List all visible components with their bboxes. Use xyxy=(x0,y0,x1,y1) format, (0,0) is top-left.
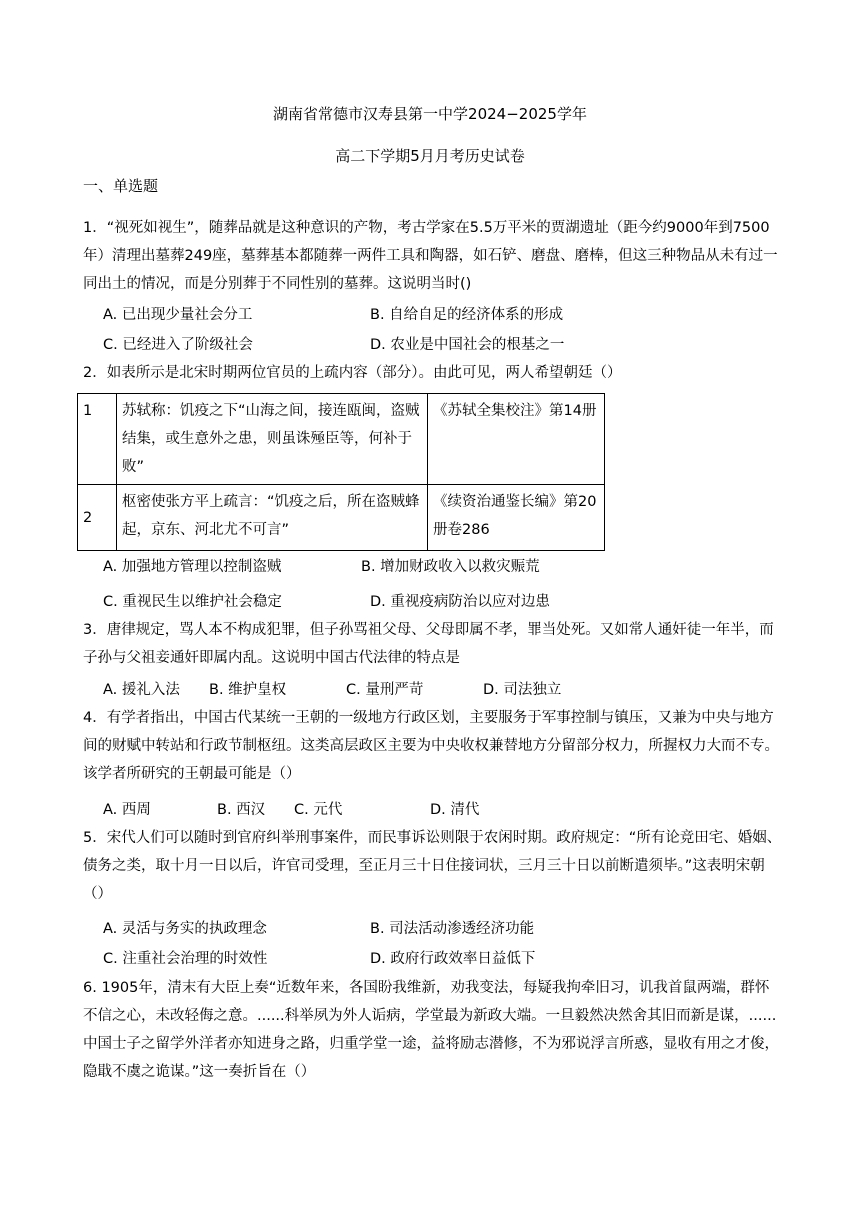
table-cell-source: 《苏轼全集校注》第14册 xyxy=(428,394,605,485)
question-4-option-b: B. 西汉 xyxy=(217,802,266,818)
question-2-options-row2 xyxy=(103,590,783,614)
table-cell-content: 枢密使张方平上疏言：“饥疫之后，所在盗贼蜂起，京东、河北尤不可言” xyxy=(117,485,428,551)
question-3-options xyxy=(103,678,783,702)
question-4-option-a: A. 西周 xyxy=(103,802,151,818)
question-4-option-c: C. 元代 xyxy=(294,802,343,818)
question-2-option-d: D. 重视疫病防治以应对边患 xyxy=(370,594,550,610)
question-3-option-b: B. 维护皇权 xyxy=(209,682,287,698)
question-4-options xyxy=(103,798,783,822)
section-heading: 一、单选题 xyxy=(83,177,159,195)
question-5-option-c: C. 注重社会治理的时效性 xyxy=(103,951,268,967)
table-cell-source: 《续资治通鉴长编》第20册卷286 xyxy=(428,485,605,551)
question-5-options-row2 xyxy=(103,947,783,971)
table-cell-number: 1 xyxy=(78,394,117,485)
question-2-table xyxy=(77,393,605,551)
exam-title-line2: 高二下学期5月月考历史试卷 xyxy=(335,147,525,165)
question-6-stem: 6. 1905年，清末有大臣上奏“近数年来，各国盼我维新，劝我变法，每疑我拘牵旧习，讥我首鼠两端，群怀不信之心，未改轻侮之意。......科举夙为外人诟病，学堂最为新政大端。一旦毅然决然舍其旧而新是谋，......中国士子之留学外洋者亦知进身之路，归重学堂一途，益将励志潜修，不为邪说浮言所惑，显收有用之才俊，隐戢不虞之诡谋。”这一奏折旨在（） xyxy=(83,980,779,1080)
question-1-options-row2 xyxy=(103,333,783,357)
table-row xyxy=(78,394,605,485)
question-1-options-row1 xyxy=(103,303,783,327)
question-3-option-d: D. 司法独立 xyxy=(483,682,562,698)
question-5-option-b: B. 司法活动渗透经济功能 xyxy=(370,921,535,937)
question-2-stem: 2．如表所示是北宋时期两位官员的上疏内容（部分）。由此可见，两人希望朝廷（） xyxy=(83,365,622,381)
question-2-option-b: B. 增加财政收入以救灾赈荒 xyxy=(361,559,540,575)
question-1-stem: 1．“视死如视生”，随葬品就是这种意识的产物，考古学家在5.5万平米的贾湖遗址（距今约9000年到7500年）清理出墓葬249座，墓葬基本都随葬一两件工具和陶器，如石铲、磨盘、磨棒，但这三种物品从未有过一同出土的情况，而是分别葬于不同性别的墓葬。这说明当时() xyxy=(83,220,778,292)
question-2-option-c: C. 重视民生以维护社会稳定 xyxy=(103,594,282,610)
question-1-option-c: C. 已经进入了阶级社会 xyxy=(103,337,253,353)
table-row xyxy=(78,485,605,551)
table-cell-number: 2 xyxy=(78,485,117,551)
table-cell-content: 苏轼称：饥疫之下“山海之间，接连瓯闽，盗贼结集，或生意外之患，则虽诛殛臣等，何补于败” xyxy=(117,394,428,485)
question-2-option-a: A. 加强地方管理以控制盗贼 xyxy=(103,559,282,575)
question-5-stem: 5．宋代人们可以随时到官府纠举刑事案件，而民事诉讼则限于农闲时期。政府规定：“所有论竞田宅、婚姻、债务之类，取十月一日以后，许官司受理，至正月三十日住接词状，三月三十日以前断遣须毕。”这表明宋朝（） xyxy=(83,830,782,902)
question-3-stem: 3．唐律规定，骂人本不构成犯罪，但子孙骂祖父母、父母即属不孝，罪当处死。又如常人通奸徒一年半，而子孙与父祖妾通奸即属内乱。这说明中国古代法律的特点是 xyxy=(83,622,774,666)
question-3-option-c: C. 量刑严苛 xyxy=(346,682,424,698)
question-1-option-b: B. 自给自足的经济体系的形成 xyxy=(370,307,564,323)
question-5-options-row1 xyxy=(103,917,783,941)
question-3-option-a: A. 援礼入法 xyxy=(103,682,180,698)
question-5-option-a: A. 灵活与务实的执政理念 xyxy=(103,921,267,937)
question-1-option-a: A. 已出现少量社会分工 xyxy=(103,307,253,323)
question-4-stem: 4．有学者指出，中国古代某统一王朝的一级地方行政区划，主要服务于军事控制与镇压，又兼为中央与地方间的财赋中转站和行政节制枢纽。这类高层政区主要为中央收权兼替地方分留部分权力，所握权力大而不专。该学者所研究的王朝最可能是（） xyxy=(83,710,779,782)
question-2-options-row1 xyxy=(103,555,783,579)
question-1-option-d: D. 农业是中国社会的根基之一 xyxy=(370,337,565,353)
exam-title-line1: 湖南省常德市汉寿县第一中学2024−2025学年 xyxy=(273,105,587,123)
question-4-option-d: D. 清代 xyxy=(430,802,480,818)
question-5-option-d: D. 政府行政效率日益低下 xyxy=(370,951,536,967)
